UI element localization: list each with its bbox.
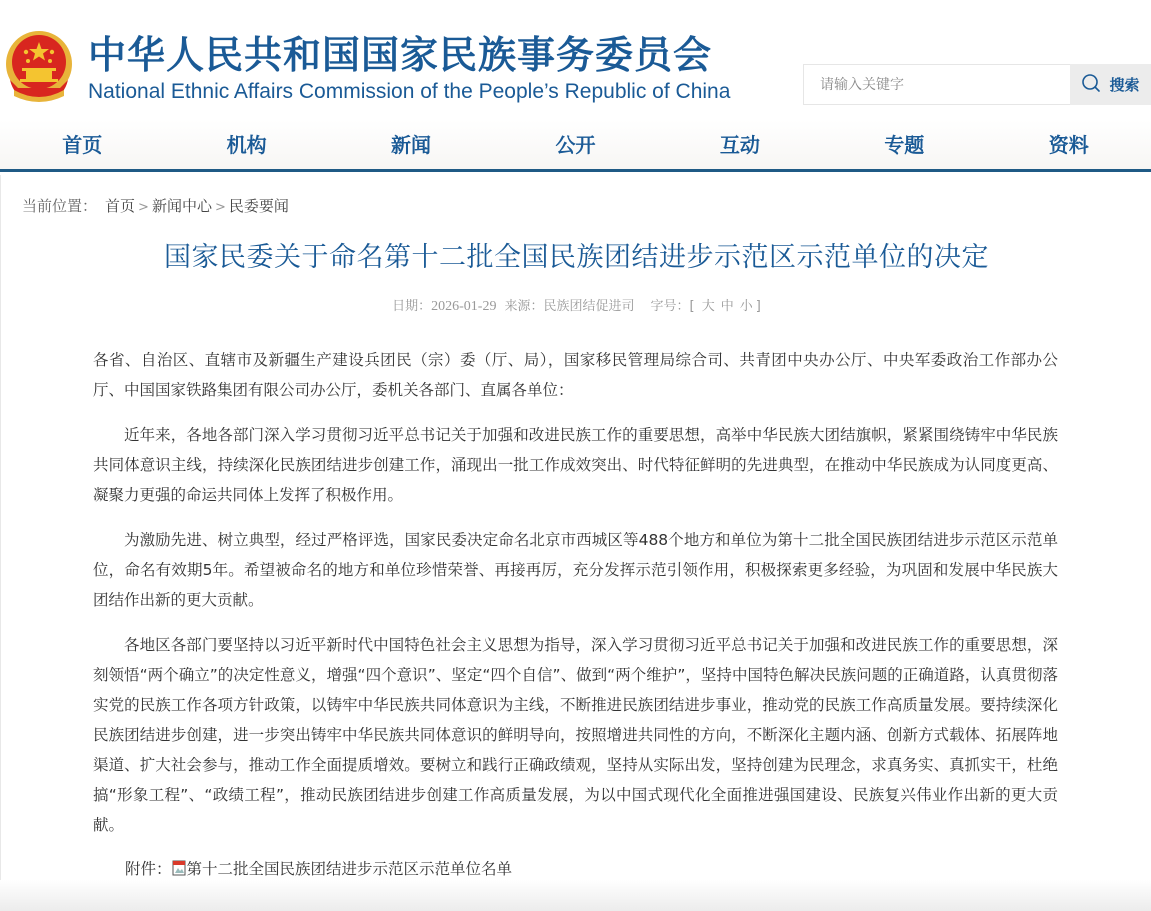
nav-item-resources[interactable]: 资料: [1048, 133, 1089, 157]
breadcrumb-separator: >: [214, 200, 226, 215]
article-source: 民族团结促进司: [543, 299, 635, 314]
font-size-small[interactable]: 小: [739, 299, 753, 314]
breadcrumb-separator: >: [138, 200, 149, 215]
page-bottom-fade: [0, 880, 1151, 911]
publish-date: 2026-01-29: [431, 299, 497, 314]
font-size-label: 字号：: [650, 299, 690, 314]
search-button[interactable]: [1070, 64, 1151, 105]
article-title: 国家民委关于命名第十二批全国民族团结进步示范区示范单位的决定: [164, 242, 989, 273]
article-paragraph: 近年来，各地各部门深入学习贯彻习近平总书记关于加强和改进民族工作的重要思想，高举中华民族大团结旗帜，紧紧围绕铸牢中华民族共同体意识主线，持续深化民族团结进步创建工作，涌现出一批工作成效突出、时代特征鲜明的先进典型，在推动中华民族成为认同度更高、凝聚力更强的命运共同体上发挥了积极作用。: [93, 426, 1058, 504]
nav-item-public[interactable]: 公开: [555, 133, 596, 157]
attachment-label: 附件：: [125, 860, 172, 878]
search-input[interactable]: [804, 65, 1071, 104]
article-body: [93, 345, 1058, 855]
national-emblem-icon[interactable]: [4, 30, 74, 104]
nav-item-news[interactable]: 新闻: [391, 133, 432, 157]
site-title-en[interactable]: National Ethnic Affairs Commission of the People’s Republic of China: [88, 80, 731, 103]
file-icon: [172, 860, 186, 876]
nav-item-home[interactable]: 首页: [62, 133, 103, 157]
breadcrumb-home[interactable]: 首页: [105, 197, 136, 215]
source-label: 来源：: [504, 299, 544, 314]
bracket-open: [: [689, 299, 695, 314]
search-button-label: 搜索: [1109, 76, 1140, 94]
search-icon: [1081, 73, 1101, 97]
bracket-close: ]: [755, 299, 761, 314]
article-meta: [1, 295, 1151, 315]
breadcrumb: [22, 195, 289, 216]
font-size-medium[interactable]: 中: [720, 299, 734, 314]
font-size-large[interactable]: 大: [701, 299, 715, 314]
article-paragraph: 各地区各部门要坚持以习近平新时代中国特色社会主义思想为指导，深入学习贯彻习近平总书记关于加强和改进民族工作的重要思想，深刻领悟“两个确立”的决定性意义，增强“四个意识”、坚定“四个自信”、做到“两个维护”，坚持中国特色解决民族问题的正确道路，认真贯彻落实党的民族工作各项方针政策，以铸牢中华民族共同体意识为主线，不断推进民族团结进步事业，推动党的民族工作高质量发展。要持续深化民族团结进步创建，进一步突出铸牢中华民族共同体意识的鲜明导向，按照增进共同性的方向，不断深化主题内涵、创新方式载体、拓展阵地渠道、扩大社会参与，推动工作全面提质增效。要树立和践行正确政绩观，坚持从实际出发，坚持创建为民理念，求真务实、真抓实干，杜绝搞“形象工程”、“政绩工程”，推动民族团结进步创建工作高质量发展，为以中国式现代化全面推进强国建设、民族复兴伟业作出新的更大贡献。: [93, 636, 1058, 834]
nav-item-topics[interactable]: 专题: [884, 133, 925, 157]
attachment-link[interactable]: 第十二批全国民族团结进步示范区示范单位名单: [186, 860, 513, 878]
article-salutation: 各省、自治区、直辖市及新疆生产建设兵团民（宗）委（厅、局），国家移民管理局综合司、共青团中央办公厅、中央军委政治工作部办公厅、中国国家铁路集团有限公司办公厅，委机关各部门、直属各单位：: [93, 351, 1058, 399]
content-area: [0, 175, 1151, 911]
site-title-cn[interactable]: 中华人民共和国国家民族事务委员会: [88, 33, 713, 77]
attachment: [125, 857, 512, 879]
breadcrumb-commission-news[interactable]: 民委要闻: [228, 197, 289, 215]
date-label: 日期：: [392, 299, 432, 314]
nav-item-organization[interactable]: 机构: [226, 133, 267, 157]
breadcrumb-prefix: 当前位置：: [22, 197, 98, 215]
search-box: [803, 64, 1071, 105]
nav-item-interaction[interactable]: 互动: [719, 133, 760, 157]
site-header: [0, 0, 1151, 120]
main-nav: [0, 120, 1151, 172]
breadcrumb-news-center[interactable]: 新闻中心: [151, 197, 212, 215]
article-paragraph: 为激励先进、树立典型，经过严格评选，国家民委决定命名北京市西城区等488个地方和单位为第十二批全国民族团结进步示范区示范单位，命名有效期5年。希望被命名的地方和单位珍惜荣誉、再接再厉，充分发挥示范引领作用，积极探索更多经验，为巩固和发展中华民族大团结作出新的更大贡献。: [93, 531, 1058, 609]
